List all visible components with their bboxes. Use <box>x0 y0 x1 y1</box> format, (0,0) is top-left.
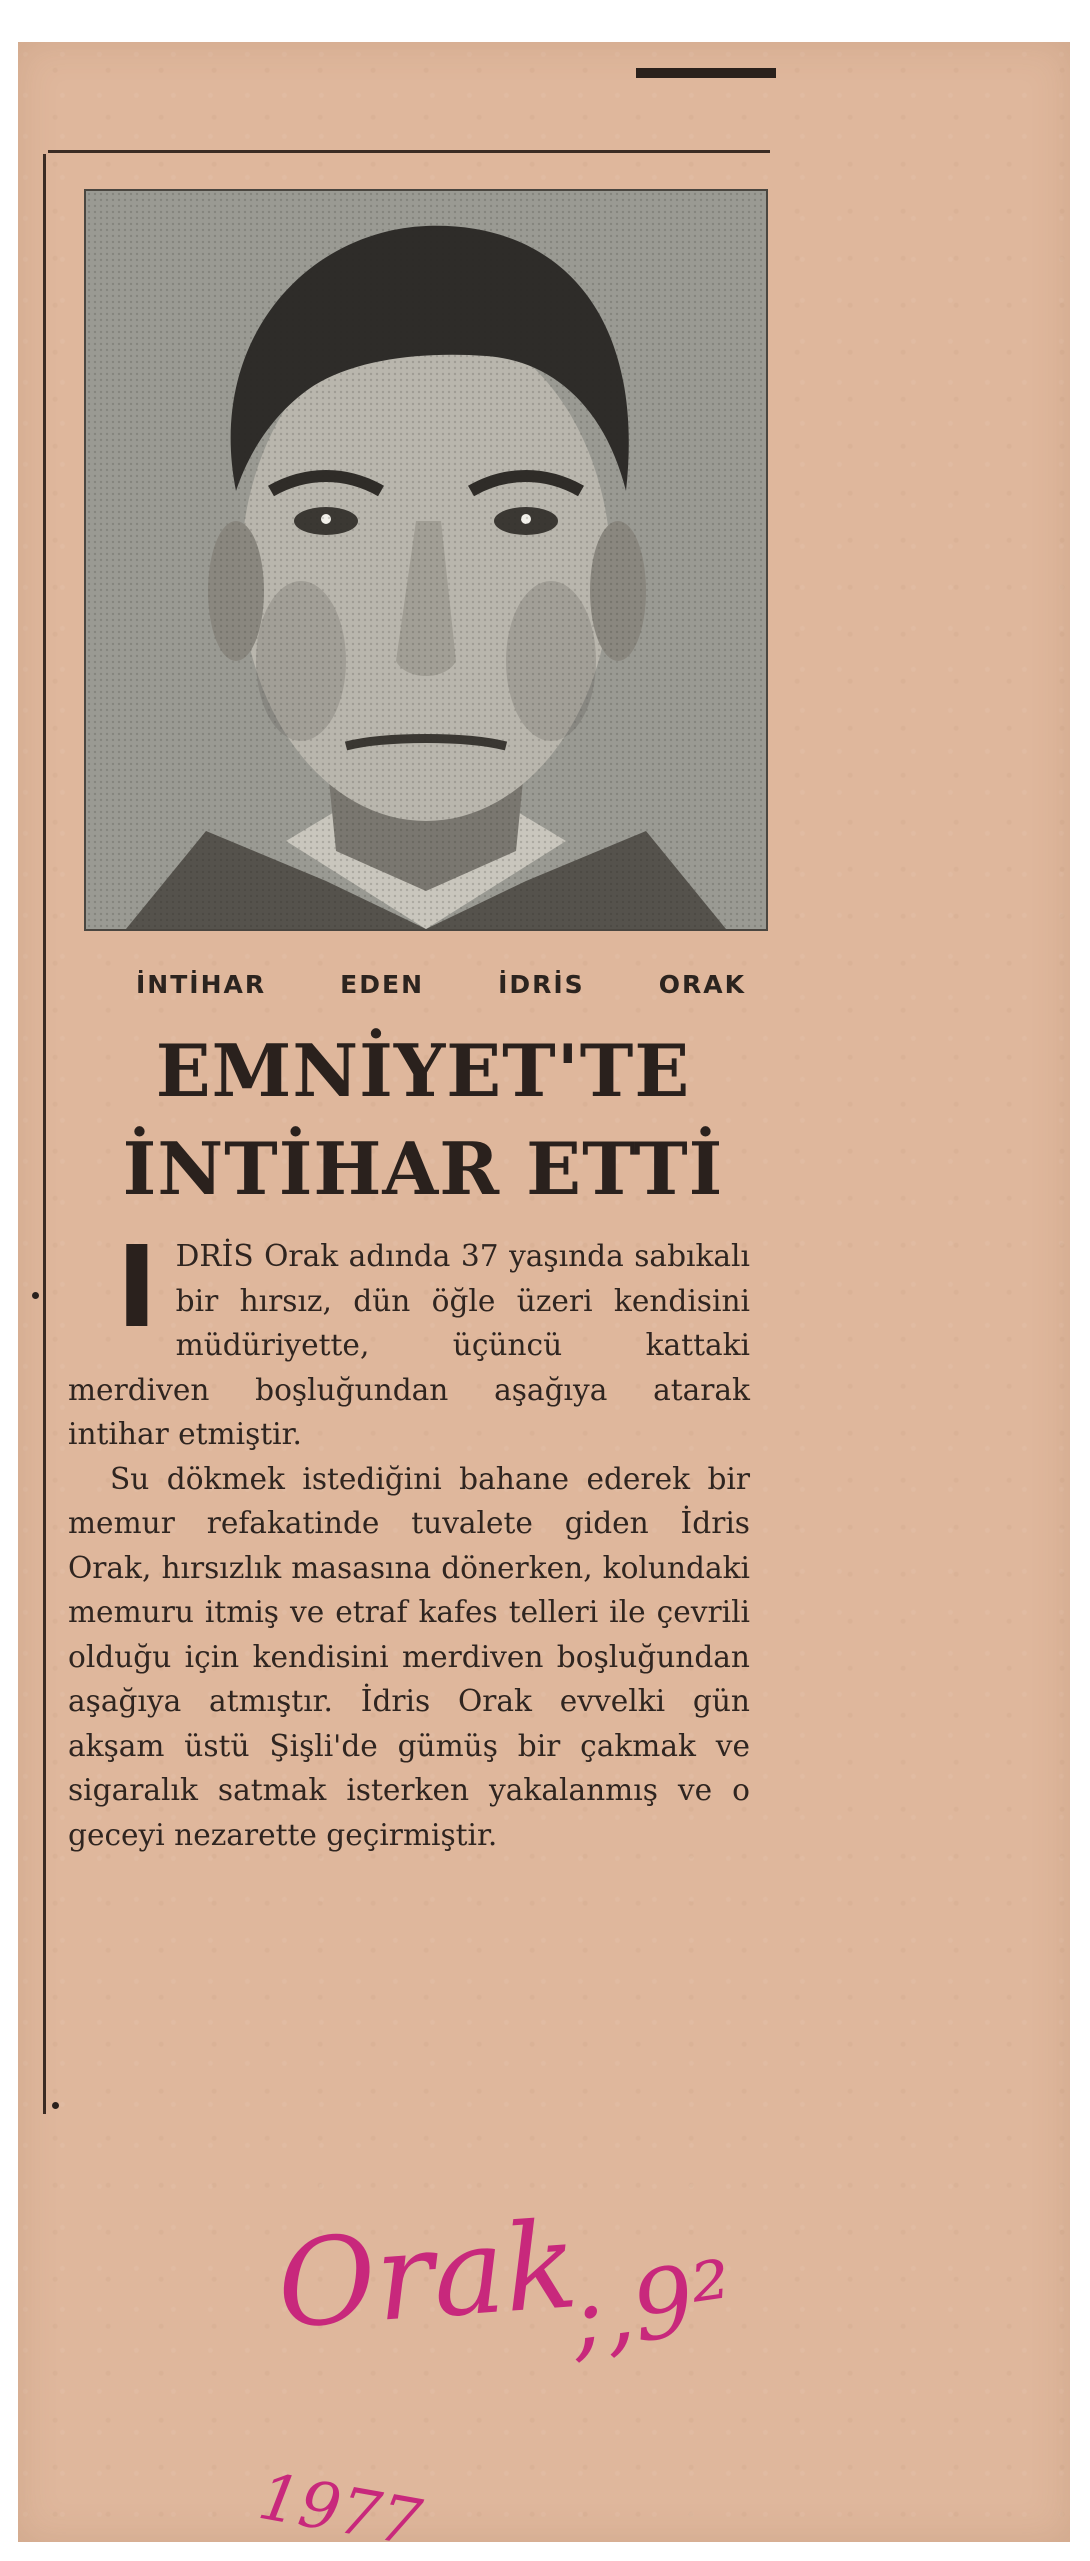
portrait-image <box>86 191 766 929</box>
article-paragraph-2: Su dökmek istediğini bahane ederek bir memur refakatinde tuvalete giden İdris Orak, hırsızlık masasına dönerken, kolundaki memuru itmiş ve etraf kafes telleri ile çevrili olduğu için kendisini merdiven boşluğundan aşağıya atmıştır. İdris Orak evvelki gün akşam üstü Şişli'de gümüş bir çakmak ve sigaralık satmak isterken yakalanmış ve o geceyi nezarette geçirmiştir. <box>68 1461 750 1852</box>
ink-dot <box>52 2102 59 2109</box>
photo-caption <box>136 970 746 999</box>
headline-line-2: İNTİHAR ETTİ <box>122 1126 724 1211</box>
headline-line-1: EMNİYET'TE <box>155 1028 691 1113</box>
newspaper-clipping <box>18 42 1070 2561</box>
drop-cap: I <box>116 1223 158 1353</box>
article-paragraph-1 <box>68 1223 750 1457</box>
headline <box>78 1022 768 1218</box>
caption-word: İDRİS <box>498 970 585 999</box>
handwritten-name: Orak <box>273 2196 582 2356</box>
handwritten-year: 1977 <box>253 2460 427 2561</box>
top-column-rule <box>48 150 770 153</box>
ink-dot <box>32 1292 39 1299</box>
handwritten-date: ;,9² <box>563 2239 740 2373</box>
caption-word: EDEN <box>340 970 425 999</box>
left-column-rule <box>43 154 46 2114</box>
caption-word: İNTİHAR <box>136 970 267 999</box>
caption-word: ORAK <box>658 970 746 999</box>
portrait-photo <box>84 189 768 931</box>
article-body <box>68 1223 750 1857</box>
paragraph-1-text: DRİS Orak adında 37 yaşında sabıkalı bir hırsız, dün öğle üzeri kendisini müdüriyette, üçüncü kattaki merdiven boşluğundan aşağıya atarak intihar etmiştir. <box>68 1239 750 1451</box>
torn-edge-fragment <box>636 68 776 78</box>
